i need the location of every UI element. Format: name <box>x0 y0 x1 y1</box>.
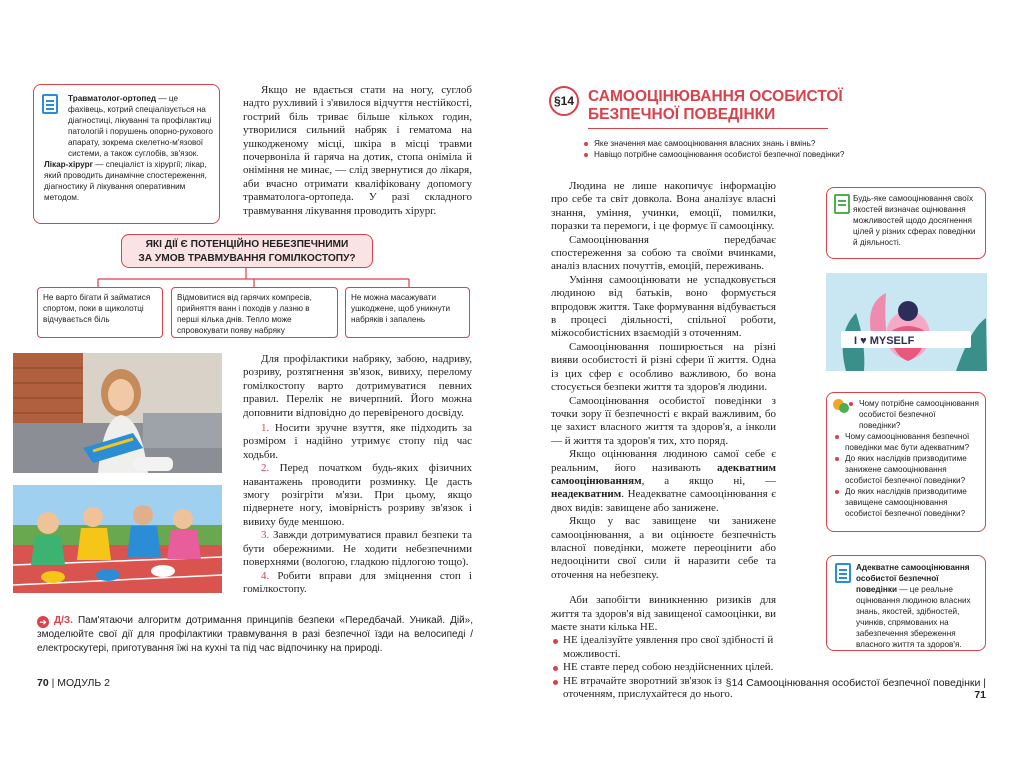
illustration-caption: I ♥ MYSELF <box>854 335 915 347</box>
footer-left: 70 | МОДУЛЬ 2 <box>37 677 111 689</box>
danger-item-3: Не можна масажувати ушкоджене, щоб уникнути набряків і запалень <box>345 287 470 338</box>
page-title: САМООЦІНЮВАННЯ ОСОБИСТОЇ БЕЗПЕЧНОЇ ПОВЕДІНКИ <box>588 88 843 123</box>
title-underline <box>588 128 828 129</box>
photo-woman-shoe <box>13 353 222 473</box>
definition-box-right: Адекватне самооцінювання особистої безпечної поведінки — це реальне оцінювання людиною власних знань, якостей, здібностей, учинків, спрямованих на забезпечення збереження власного життя та здоров'я. <box>826 555 986 651</box>
main-text-right: Людина не лише накопичує інформацію про себе та світ довкола. Вона аналізує власні знання, уміння, учинки, емоції, помилки, поразки та перемоги, і це формує її самооцінку. Самооцінювання передбачає спостереження за собою та своїми вчинками, аналіз власних почуттів, емоцій, переживань. Уміння самооцінювати не успадковується людиною від батьків, воно формується впродовж життя. Таке формування відбувається в процесі діяльності, спільної роботи, міжособистісних взаємодій з оточенням. Самооцінювання поширюється на різні вияви особистості й різні сфери її життя. Одна із цих сфер є особливо важливою, бо вона стосується безпеки життя та здоров'я людини. Самооцінювання особистої поведінки з точки зору її безпечності є вкрай важливим, бо це захист власного життя та здоров'я, а інколи — й життя та здоров'я тих, хто поряд. Якщо оцінювання людиною самої себе є реальним, його називають адекватним самооцінюванням, а якщо ні, — неадекватним. Неадекватне самооцінювання є двох видів: завищене або занижене. Якщо у вас завищене чи занижене самооцінювання, а ви оцінюєте безпечність власної поведінки, можете переоцінити або недооцінити свої сили й наразити себе та оточення на небезпеку. Аби запобігти виникненню ризиків для життя та здоров'я від завищеної самооцінки, ви маєте знати кілька НЕ. НЕ ідеалізуйте уявлення про свої здібності й можливості. НЕ ставте перед собою нездійсненних цілей. НЕ втрачайте зворотний зв'язок із оточенням, прислухайтеся до нього. <box>551 180 776 701</box>
danger-item-2: Відмовитися від гарячих компресів, прийняття ванн і походів у лазню в перші кілька днів. Тепло може спровокувати появу набряку <box>171 287 338 338</box>
avoid-list: НЕ ідеалізуйте уявлення про свої здібності й можливості. НЕ ставте перед собою нездійсненних цілей. НЕ втрачайте зворотний зв'язок із оточенням, прислухайтеся до нього. <box>551 634 776 701</box>
arrow-right-icon: ➜ <box>37 616 49 628</box>
lesson-questions: Яке значення має самооцінювання власних знань і вмінь? Навіщо потрібне самооцінювання особистої безпечної поведінки? <box>582 138 882 160</box>
homework: ➜ Д/З. Пам'ятаючи алгоритм дотримання принципів безпеки «Передбачай. Уникай. Дій», змоделюйте свої дії для профілактики травмування в разі безпечної їзди на велосипеді / електроскутері, приготування їжі на кухні та під час відпочинку на природі. <box>37 615 474 654</box>
questions-box: Чому потрібне самооцінювання особистої безпечної поведінки? Чому самооцінювання безпечної поведінки має бути адекватним? До яких наслідків призводитиме занижене самооцінювання особистої безпечної поведінки? До яких наслідків призводитиме завищене самооцінювання особистої безпечної поведінки? <box>826 392 986 532</box>
document-icon-right <box>835 563 851 583</box>
connector-lines <box>0 0 520 300</box>
section-number: §14 <box>549 86 579 116</box>
photo-kids-stretching <box>13 485 222 593</box>
prevention-text: Для профілактики набряку, забою, надриву, розриву, розтягнення зв'язок, вивиху, перелому гомілкостопу варто дотримуватися певних правил. Перелік не вичерпний. Його можна доповнити відповідно до перевіреного досвіду. 1. Носити зручне взуття, яке підходить за розміром і надійно утримує стопу під час ходьби. 2. Перед початком будь-яких фізичних навантажень проводити розминку. Це дасть змогу розігріти м'язи. При цьому, якщо підвернете ногу, імовірність розриву зв'язок і вивиху буде меншою. 3. Завжди дотримуватися правил безпеки та бути обережними. Не ходити небезпечними поверхнями (вологою, гладкою підлогою тощо). 4. Робити вправи для зміцнення стоп і гомілкостопу. <box>243 353 472 595</box>
calendar-icon <box>834 194 850 214</box>
footer-right: §14 Самооцінювання особистої безпечної поведінки | 71 <box>725 677 986 701</box>
intro-paragraph: Якщо не вдається стати на ногу, суглоб надто рухливий і з'явилося відчуття нестійкості, гострий біль триває більше кількох годин, утворилися сильний набряк і гематома на ушкодженому місці, шкіра в місці травми почервоніла й гаряча на дотик, стопа оніміла й оніміння не минає, — слід звернутися до лікаря, аби вчасно отримати кваліфіковану допомогу травматолога-ортопеда. У разі складного травмування лікування проводить хірург. <box>243 84 472 217</box>
definition-box-left: Травматолог-ортопед — це фахівець, котрий спеціалізується на діагностиці, лікуванні та профілактиці патологій і порушень опорно-рухового апарату, зокрема скелетно-м'язової системи, а також суглобів, зв'язок. Лікар-хірург — спеціаліст із хірургії; лікар, який проводить динамічне спостереження, діагностику й лікування оперативним методом. <box>33 84 220 224</box>
illustration-i-love-myself <box>826 273 987 371</box>
term-traumatologist: Травматолог-ортопед <box>68 94 157 103</box>
danger-question-banner: ЯКІ ДІЇ Є ПОТЕНЦІЙНО НЕБЕЗПЕЧНИМИ ЗА УМОВ ТРАВМУВАННЯ ГОМІЛКОСТОПУ? <box>121 234 373 268</box>
side-note-self-assessment: Будь-яке самооцінювання своїх якостей визначає оцінювання можливостей щодо досягнення цілей у різних сферах поведінки й діяльності. <box>826 187 986 259</box>
danger-item-1: Не варто бігати й займатися спортом, поки в щиколотці відчувається біль <box>37 287 163 338</box>
term-surgeon: Лікар-хірург <box>44 160 93 169</box>
